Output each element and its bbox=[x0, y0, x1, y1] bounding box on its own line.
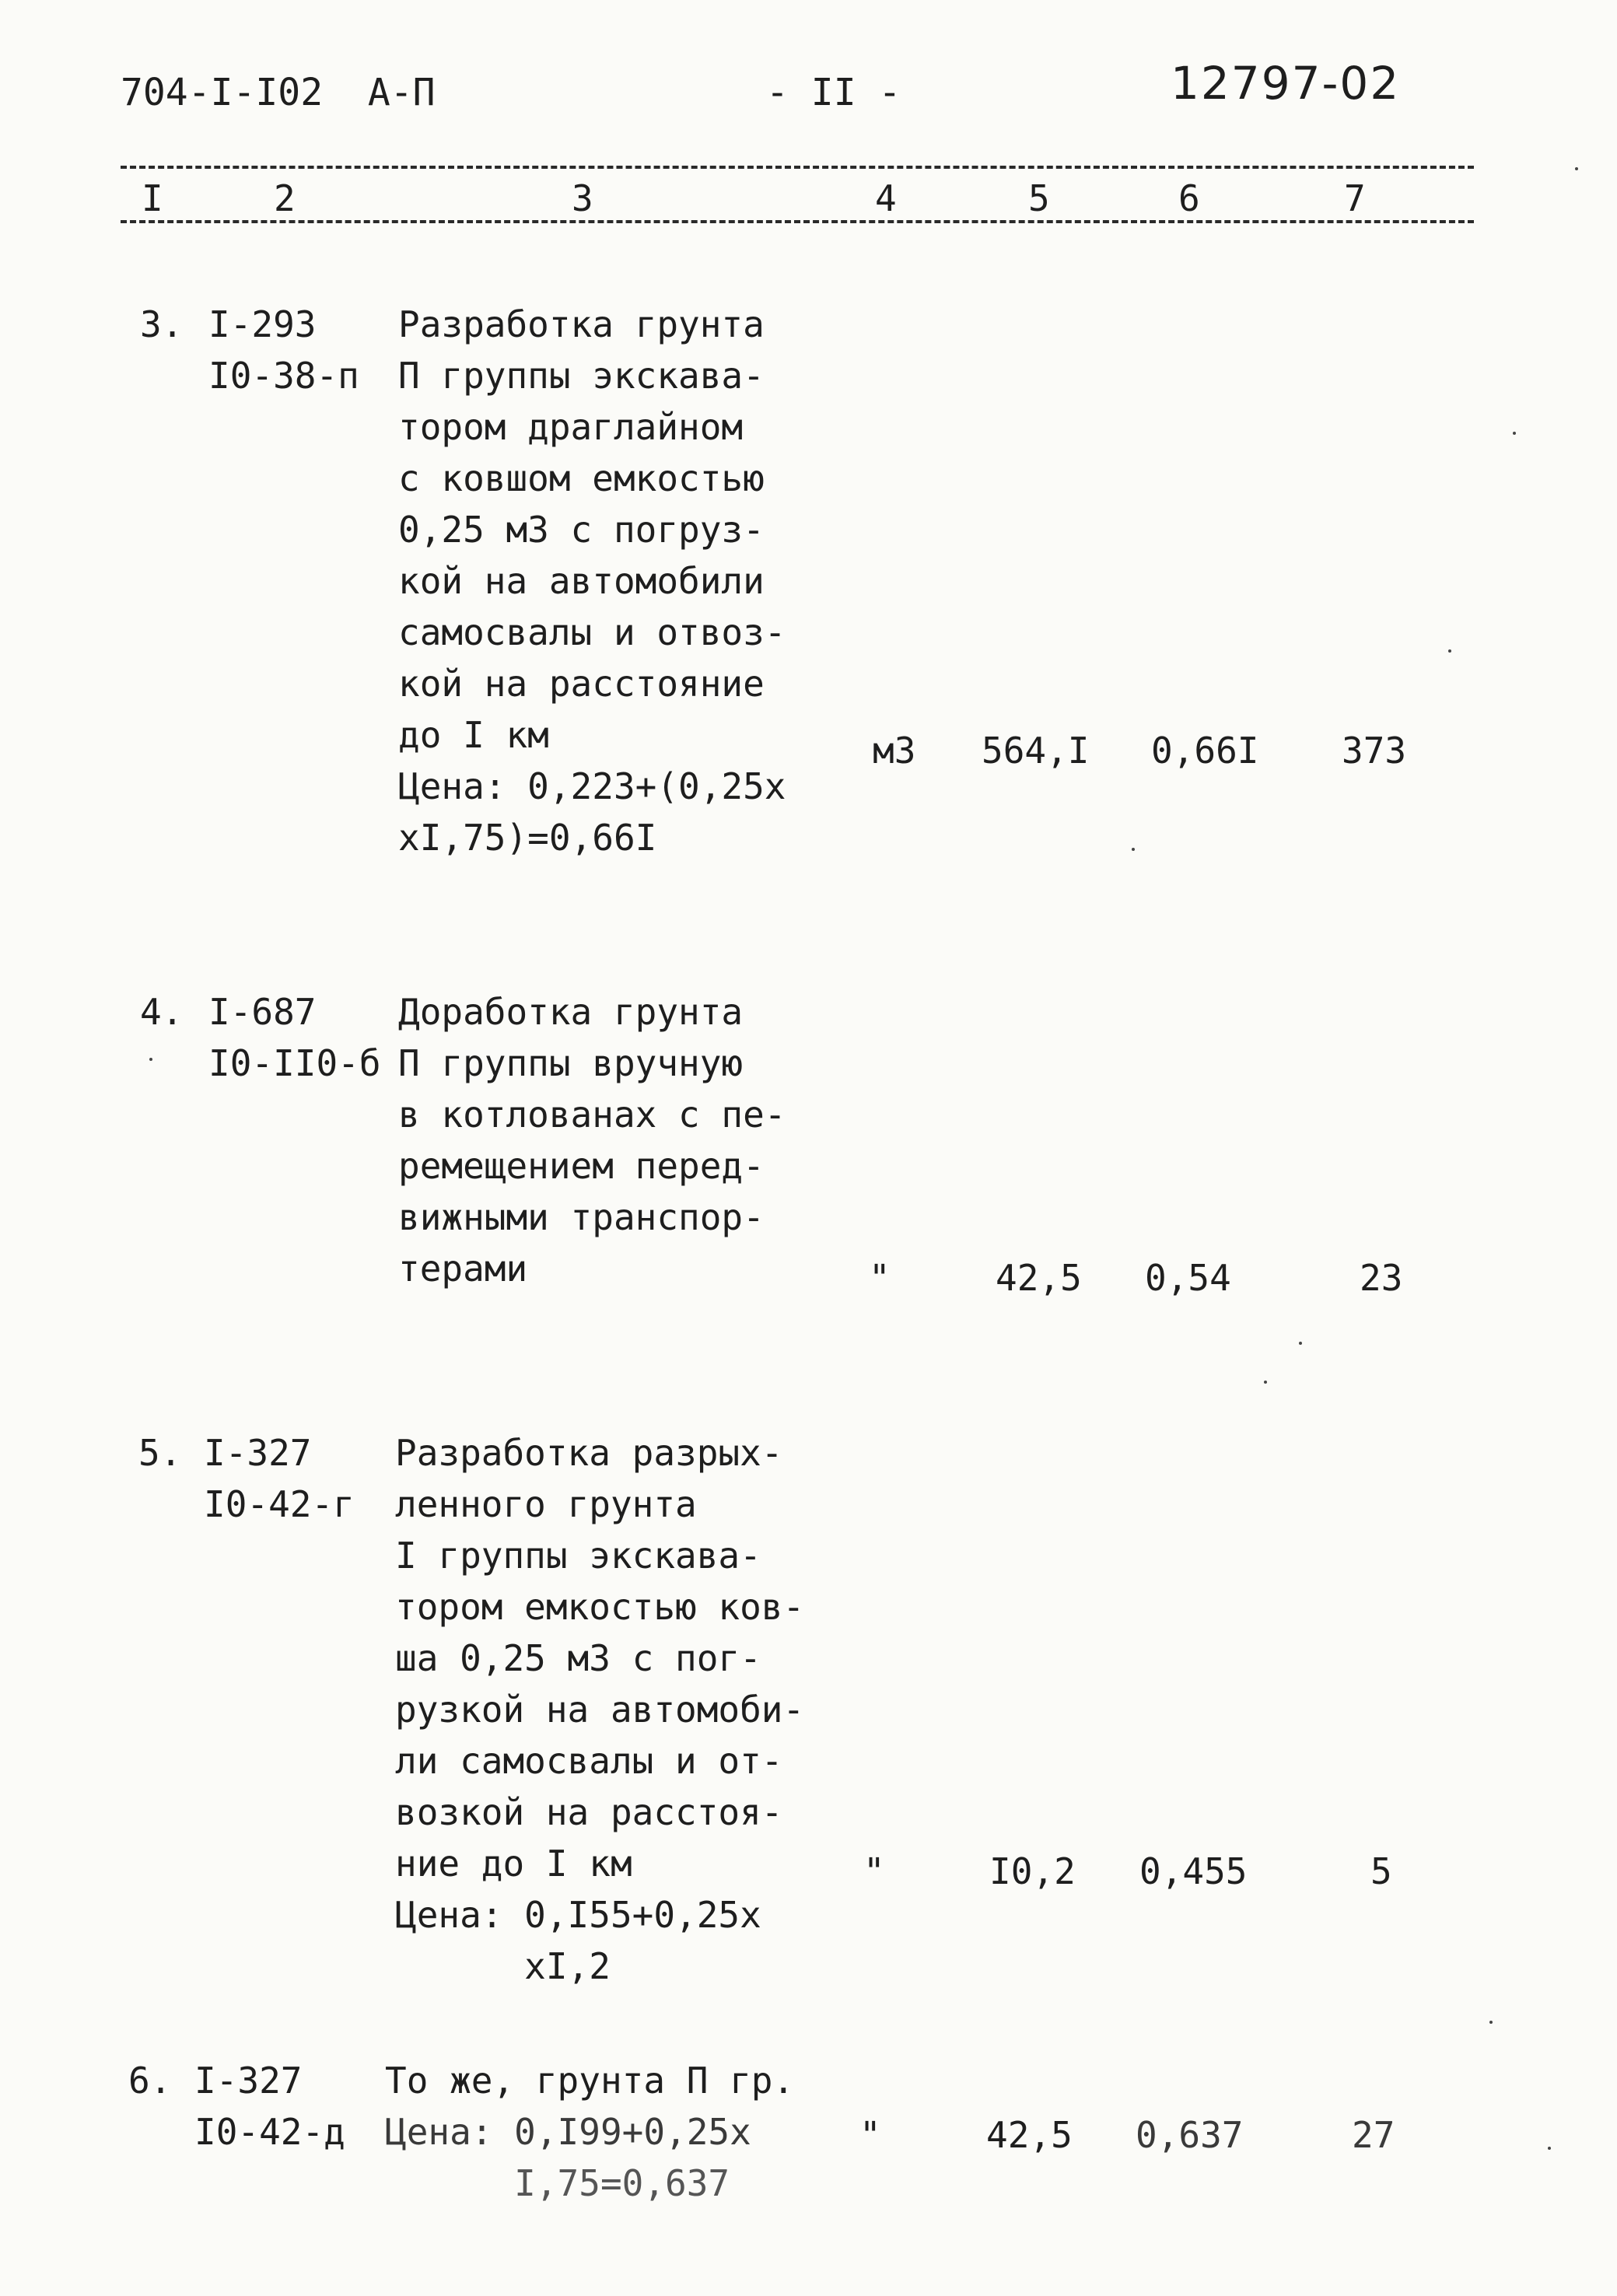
scan-speck bbox=[1132, 848, 1135, 851]
row-description-line: Доработка грунта bbox=[398, 991, 744, 1033]
column-number: 7 bbox=[1344, 177, 1366, 219]
row-quantity: 564,I bbox=[982, 730, 1090, 772]
document-code: 704-I-I02 А-П bbox=[121, 71, 436, 114]
row-code-primary: I-293 bbox=[208, 303, 317, 345]
scan-speck bbox=[1513, 432, 1516, 435]
row-description-line: самосвалы и отвоз- bbox=[398, 611, 786, 653]
row-total: 27 bbox=[1352, 2114, 1395, 2156]
row-description-line: I группы экскава- bbox=[395, 1535, 761, 1577]
scan-speck bbox=[1548, 2147, 1551, 2150]
row-price: 0,637 bbox=[1136, 2114, 1244, 2156]
row-code-primary: I-327 bbox=[194, 2060, 303, 2102]
row-description-line: тором драглайном bbox=[398, 406, 744, 448]
row-total: 373 bbox=[1342, 730, 1407, 772]
column-number: 6 bbox=[1178, 177, 1200, 219]
row-code-primary: I-687 bbox=[208, 991, 317, 1033]
column-number: 4 bbox=[875, 177, 897, 219]
row-description-line: ние до I км bbox=[395, 1843, 632, 1885]
row-code-secondary: I0-II0-б bbox=[208, 1042, 381, 1084]
row-description-line: кой на расстояние bbox=[398, 663, 765, 705]
row-description-line: П группы вручную bbox=[398, 1042, 744, 1084]
row-description-line: Цена: 0,I55+0,25х bbox=[395, 1894, 761, 1936]
scan-speck bbox=[1264, 1381, 1267, 1384]
scan-speck bbox=[1489, 2021, 1493, 2024]
row-description-line: П группы экскава- bbox=[398, 355, 765, 397]
row-description-line: ли самосвалы и от- bbox=[395, 1740, 783, 1782]
row-description-line: хI,75)=0,66I bbox=[398, 817, 657, 859]
column-number: I bbox=[142, 177, 163, 219]
row-description-line: с ковшом емкостью bbox=[398, 457, 765, 499]
row-unit: " bbox=[869, 1257, 891, 1299]
header-rule-top bbox=[121, 166, 1474, 169]
row-unit: " bbox=[863, 1850, 885, 1892]
row-quantity: I0,2 bbox=[989, 1850, 1076, 1892]
row-number: 3. bbox=[140, 303, 184, 345]
row-description-line: Цена: 0,I99+0,25х bbox=[385, 2111, 751, 2153]
row-description-line: до I км bbox=[398, 714, 549, 756]
scan-speck bbox=[1575, 167, 1578, 170]
row-description-line: кой на автомобили bbox=[398, 560, 765, 602]
row-unit: " bbox=[859, 2114, 881, 2156]
row-code-secondary: I0-38-п bbox=[208, 355, 359, 397]
column-number: 5 bbox=[1028, 177, 1050, 219]
row-description-line: I,75=0,637 bbox=[385, 2162, 730, 2204]
row-total: 23 bbox=[1360, 1257, 1403, 1299]
row-code-secondary: I0-42-д bbox=[194, 2111, 345, 2153]
row-description-line: То же, грунта П гр. bbox=[385, 2060, 795, 2102]
row-description-line: ремещением перед- bbox=[398, 1145, 765, 1187]
row-quantity: 42,5 bbox=[996, 1257, 1082, 1299]
row-description-line: Разработка грунта bbox=[398, 303, 765, 345]
row-number: 6. bbox=[128, 2060, 172, 2102]
scan-speck bbox=[149, 1058, 152, 1061]
row-description-line: тором емкостью ков- bbox=[395, 1586, 805, 1628]
row-description-line: возкой на расстоя- bbox=[395, 1791, 783, 1833]
scan-speck bbox=[1299, 1342, 1302, 1345]
row-description-line: 0,25 м3 с погруз- bbox=[398, 509, 765, 551]
row-description-line: Цена: 0,223+(0,25х bbox=[398, 765, 786, 807]
header-rule-bottom bbox=[121, 220, 1474, 223]
row-quantity: 42,5 bbox=[986, 2114, 1073, 2156]
row-description-line: рузкой на автомоби- bbox=[395, 1689, 805, 1731]
page-number: - II - bbox=[766, 71, 901, 114]
row-description-line: вижными транспор- bbox=[398, 1196, 765, 1238]
row-description-line: ленного грунта bbox=[395, 1483, 697, 1525]
scan-speck bbox=[1448, 649, 1451, 653]
row-description-line: ша 0,25 м3 с пог- bbox=[395, 1637, 761, 1679]
row-number: 5. bbox=[138, 1432, 182, 1474]
row-price: 0,66I bbox=[1151, 730, 1259, 772]
row-description-line: хI,2 bbox=[395, 1945, 611, 1987]
row-price: 0,54 bbox=[1145, 1257, 1231, 1299]
row-description-line: терами bbox=[398, 1248, 528, 1290]
row-unit: м3 bbox=[873, 730, 916, 772]
row-code-secondary: I0-42-г bbox=[204, 1483, 355, 1525]
column-number: 2 bbox=[274, 177, 296, 219]
row-price: 0,455 bbox=[1139, 1850, 1248, 1892]
document-number: 12797-02 bbox=[1171, 57, 1401, 110]
row-description-line: в котлованах с пе- bbox=[398, 1094, 786, 1136]
column-number: 3 bbox=[572, 177, 593, 219]
row-number: 4. bbox=[140, 991, 184, 1033]
row-code-primary: I-327 bbox=[204, 1432, 312, 1474]
row-description-line: Разработка разрых- bbox=[395, 1432, 783, 1474]
row-total: 5 bbox=[1370, 1850, 1392, 1892]
